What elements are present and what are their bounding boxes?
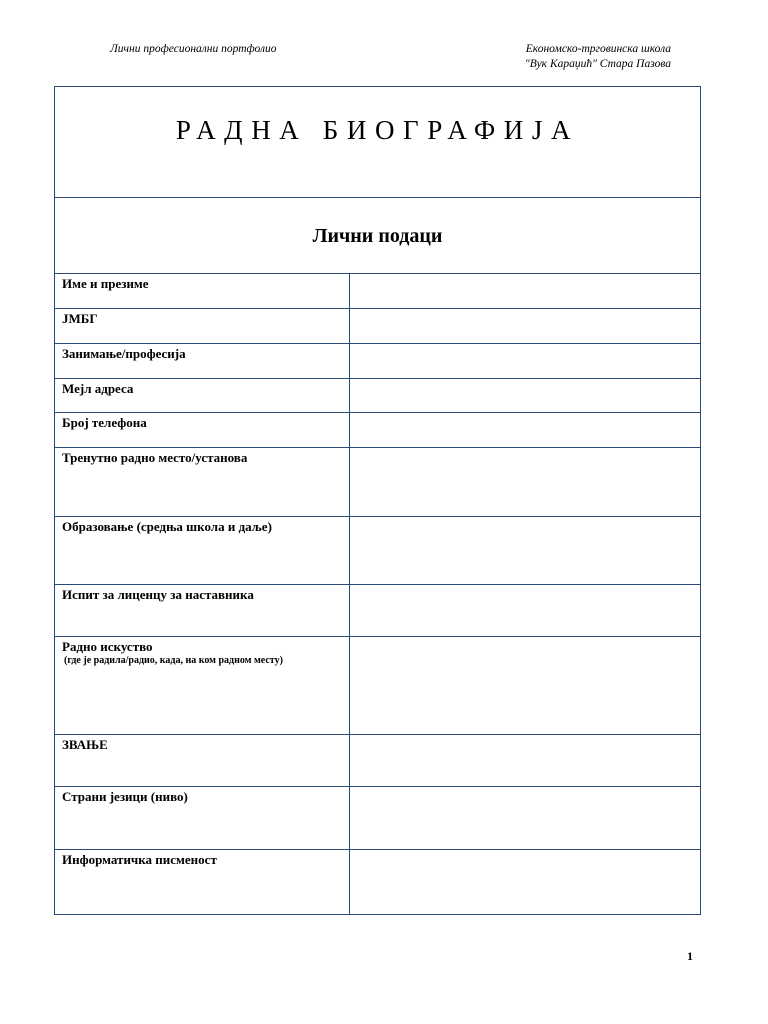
field-value-full-name[interactable] xyxy=(350,274,700,308)
row-label-cell xyxy=(55,850,350,914)
row-label-cell xyxy=(55,585,350,636)
field-label-current-workplace: Тренутно радно место/установа xyxy=(62,450,248,465)
row-email xyxy=(55,379,700,413)
header-portfolio-title: Лични професионални портфолио xyxy=(110,43,277,55)
row-label-cell xyxy=(55,274,350,308)
form-title: РАДНА БИОГРАФИЈА xyxy=(175,115,580,145)
row-work-experience xyxy=(55,637,700,735)
field-value-computer-literacy[interactable] xyxy=(350,850,700,914)
row-occupation xyxy=(55,344,700,379)
row-label-cell xyxy=(55,735,350,786)
row-education xyxy=(55,517,700,585)
row-label-cell xyxy=(55,379,350,412)
field-value-teaching-license[interactable] xyxy=(350,585,700,636)
row-full-name xyxy=(55,274,700,309)
row-label-cell xyxy=(55,344,350,378)
field-label-teaching-license: Испит за лиценцу за наставника xyxy=(62,587,254,602)
section-header-cell xyxy=(55,198,700,274)
row-label-cell xyxy=(55,637,350,734)
row-current-workplace xyxy=(55,448,700,517)
field-value-foreign-languages[interactable] xyxy=(350,787,700,849)
field-value-education[interactable] xyxy=(350,517,700,584)
field-value-occupation[interactable] xyxy=(350,344,700,378)
field-value-email[interactable] xyxy=(350,379,700,412)
field-note-work-experience: (где је радила/радио, када, на ком радном месту) xyxy=(64,655,283,666)
row-foreign-languages xyxy=(55,787,700,850)
field-label-work-experience: Радно искуство xyxy=(62,639,153,654)
form-title-cell xyxy=(55,87,700,198)
row-label-cell xyxy=(55,448,350,516)
row-title-rank xyxy=(55,735,700,787)
row-label-cell xyxy=(55,517,350,584)
biography-form xyxy=(54,86,701,915)
field-label-jmbg: ЈМБГ xyxy=(62,311,98,326)
field-label-education: Образовање (средња школа и даље) xyxy=(62,519,272,534)
row-computer-literacy xyxy=(55,850,700,914)
header-school-name xyxy=(525,42,671,72)
field-value-title-rank[interactable] xyxy=(350,735,700,786)
field-label-foreign-languages: Страни језици (ниво) xyxy=(62,789,188,804)
school-name-line1: Економско-трговинска школа xyxy=(525,43,671,55)
row-phone xyxy=(55,413,700,448)
row-teaching-license xyxy=(55,585,700,637)
field-label-occupation: Занимање/професија xyxy=(62,346,186,361)
field-value-work-experience[interactable] xyxy=(350,637,700,734)
field-label-email: Мејл адреса xyxy=(62,381,134,396)
row-label-cell xyxy=(55,787,350,849)
row-label-cell xyxy=(55,413,350,447)
field-value-jmbg[interactable] xyxy=(350,309,700,343)
field-value-phone[interactable] xyxy=(350,413,700,447)
field-label-computer-literacy: Информатичка писменост xyxy=(62,852,217,867)
section-title: Лични подаци xyxy=(312,225,443,247)
page-number: 1 xyxy=(687,949,693,963)
school-name-line2: "Вук Караџић" Стара Пазова xyxy=(524,58,671,70)
row-jmbg xyxy=(55,309,700,344)
field-label-title-rank: ЗВАЊЕ xyxy=(62,737,108,752)
field-label-full-name: Име и презиме xyxy=(62,276,149,291)
row-label-cell xyxy=(55,309,350,343)
field-label-phone: Број телефона xyxy=(62,415,147,430)
field-value-current-workplace[interactable] xyxy=(350,448,700,516)
